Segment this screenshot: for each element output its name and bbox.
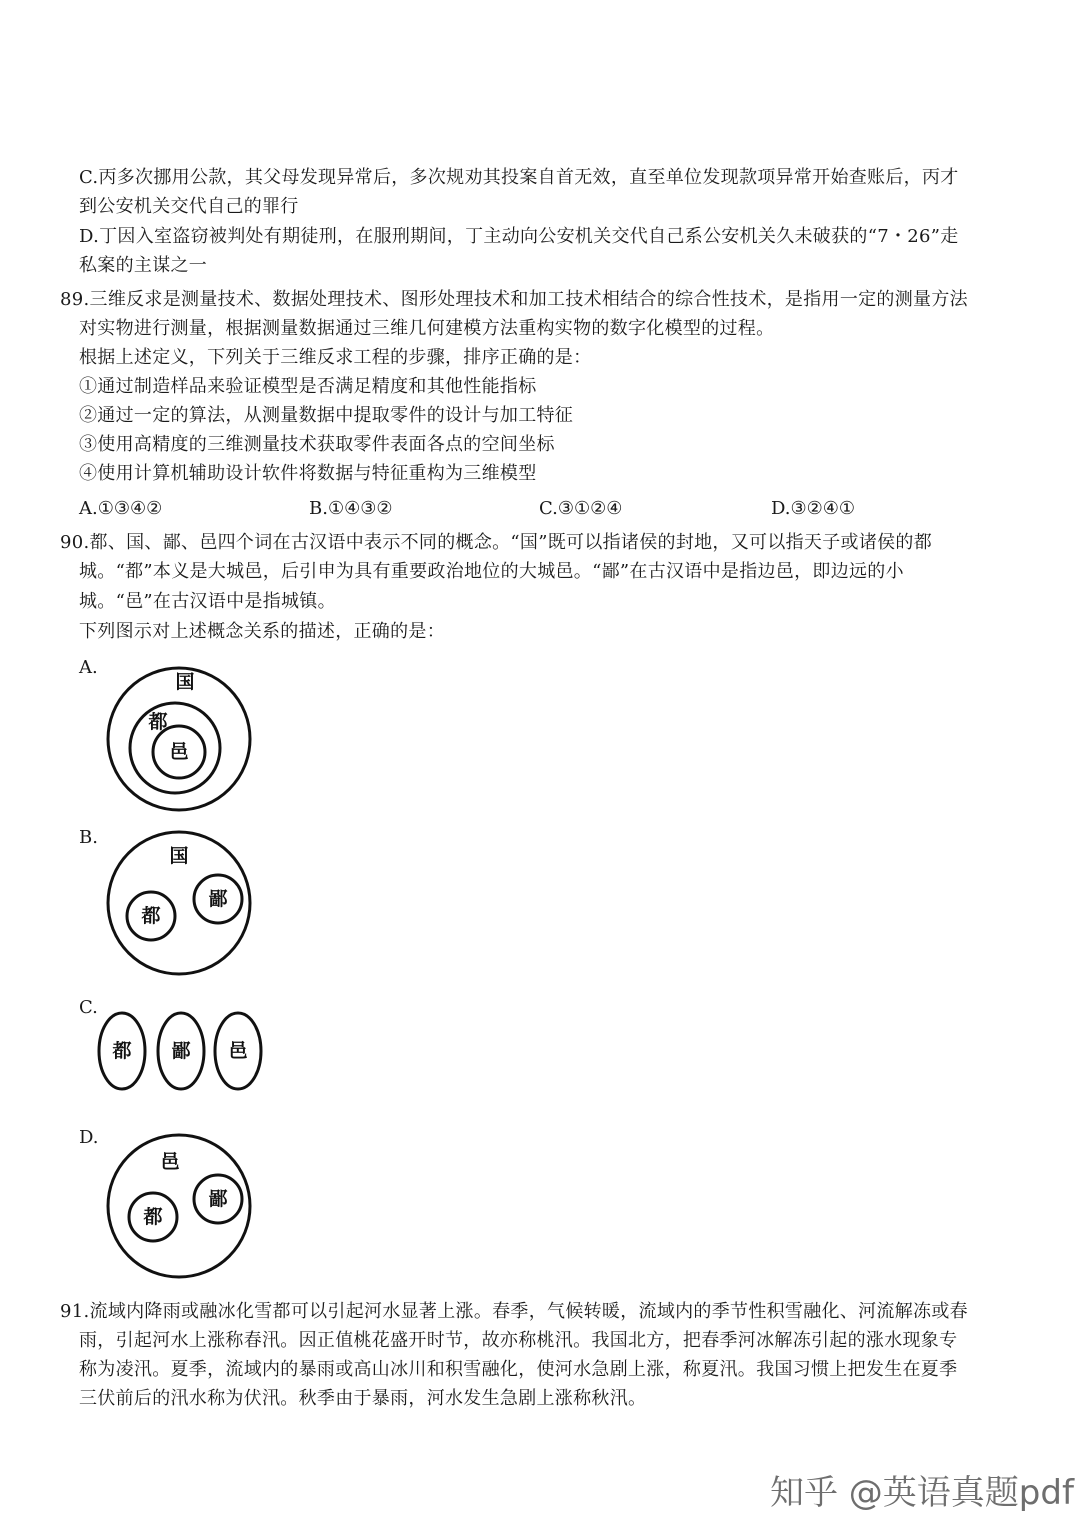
zhihu-watermark: 知乎 @英语真题pdf <box>770 1473 1074 1513</box>
q88-option-c-line2: 到公安机关交代自己的罪行 <box>79 196 299 217</box>
diagram-b-left-text: 都 <box>141 905 161 927</box>
q89-step-4: ④使用计算机辅助设计软件将数据与特征重构为三维模型 <box>79 463 537 484</box>
diagram-c-first-text: 都 <box>112 1040 132 1062</box>
q89-option-a: A.①③④② <box>79 498 163 519</box>
diagram-b-label: B. <box>79 827 98 848</box>
q90-stem-line3: 城。“邑”在古汉语中是指城镇。 <box>79 591 336 612</box>
diagram-c-label: C. <box>79 997 98 1018</box>
q89-stem-line1: 89.三维反求是测量技术、数据处理技术、图形处理技术和加工技术相结合的综合性技术，是指用一定的测量方法 <box>60 289 968 310</box>
diagram-a-inner-text: 邑 <box>169 741 189 763</box>
q88-option-d-line2: 私案的主谋之一 <box>79 255 208 276</box>
q91-stem-line3: 称为凌汛。夏季，流域内的暴雨或高山冰川和积雪融化，使河水急剧上涨，称夏汛。我国习惯上把发生在夏季 <box>79 1359 958 1380</box>
diagram-d-left-text: 都 <box>143 1206 163 1228</box>
diagram-d <box>106 1133 256 1283</box>
diagram-a-outer-text: 国 <box>175 671 195 693</box>
q88-option-c-line1: C.丙多次挪用公款，其父母发现异常后，多次规劝其投案自首无效，直至单位发现款项异常开始查账后，丙才 <box>79 167 959 188</box>
q89-step-1: ①通过制造样品来验证模型是否满足精度和其他性能指标 <box>79 376 537 397</box>
q90-stem-line2: 城。“都”本义是大城邑，后引申为具有重要政治地位的大城邑。“鄙”在古汉语中是指边邑，即边远的小 <box>79 561 904 582</box>
diagram-d-outer-text: 邑 <box>160 1151 180 1173</box>
q88-option-d-line1: D.丁因入室盗窃被判处有期徒刑，在服刑期间，丁主动向公安机关交代自己系公安机关久未破获的“7・26”走 <box>79 226 959 247</box>
q89-step-2: ②通过一定的算法，从测量数据中提取零件的设计与加工特征 <box>79 405 574 426</box>
q91-stem-line1: 91.流域内降雨或融冰化雪都可以引起河水显著上涨。春季，气候转暖，流域内的季节性积雪融化、河流解冻或春 <box>60 1301 968 1322</box>
diagram-b <box>106 830 256 980</box>
diagram-b-outer-text: 国 <box>169 845 189 867</box>
q89-stem-line3: 根据上述定义，下列关于三维反求工程的步骤，排序正确的是： <box>79 347 592 368</box>
diagram-c-second-text: 鄙 <box>171 1040 191 1062</box>
q89-stem-line2: 对实物进行测量，根据测量数据通过三维几何建模方法重构实物的数字化模型的过程。 <box>79 318 775 339</box>
diagram-a <box>105 665 255 815</box>
q90-stem-line4: 下列图示对上述概念关系的描述，正确的是： <box>79 621 445 642</box>
q89-option-b: B.①④③② <box>309 498 393 519</box>
diagram-c <box>95 1008 265 1098</box>
q90-stem-line1: 90.都、国、鄙、邑四个词在古汉语中表示不同的概念。“国”既可以指诸侯的封地，又可以指天子或诸侯的都 <box>60 532 933 553</box>
q89-option-c: C.③①②④ <box>539 498 623 519</box>
diagram-c-third-text: 邑 <box>228 1040 248 1062</box>
diagram-a-middle-text: 都 <box>148 711 168 733</box>
q89-option-d: D.③②④① <box>771 498 856 519</box>
diagram-a-label: A. <box>79 657 98 678</box>
q89-step-3: ③使用高精度的三维测量技术获取零件表面各点的空间坐标 <box>79 434 555 455</box>
diagram-b-right-text: 鄙 <box>208 888 228 910</box>
diagram-d-label: D. <box>79 1127 99 1148</box>
q91-stem-line4: 三伏前后的汛水称为伏汛。秋季由于暴雨，河水发生急剧上涨称秋汛。 <box>79 1388 647 1409</box>
diagram-d-right-text: 鄙 <box>208 1188 228 1210</box>
q91-stem-line2: 雨，引起河水上涨称春汛。因正值桃花盛开时节，故亦称桃汛。我国北方，把春季河冰解冻引起的涨水现象专 <box>79 1330 958 1351</box>
